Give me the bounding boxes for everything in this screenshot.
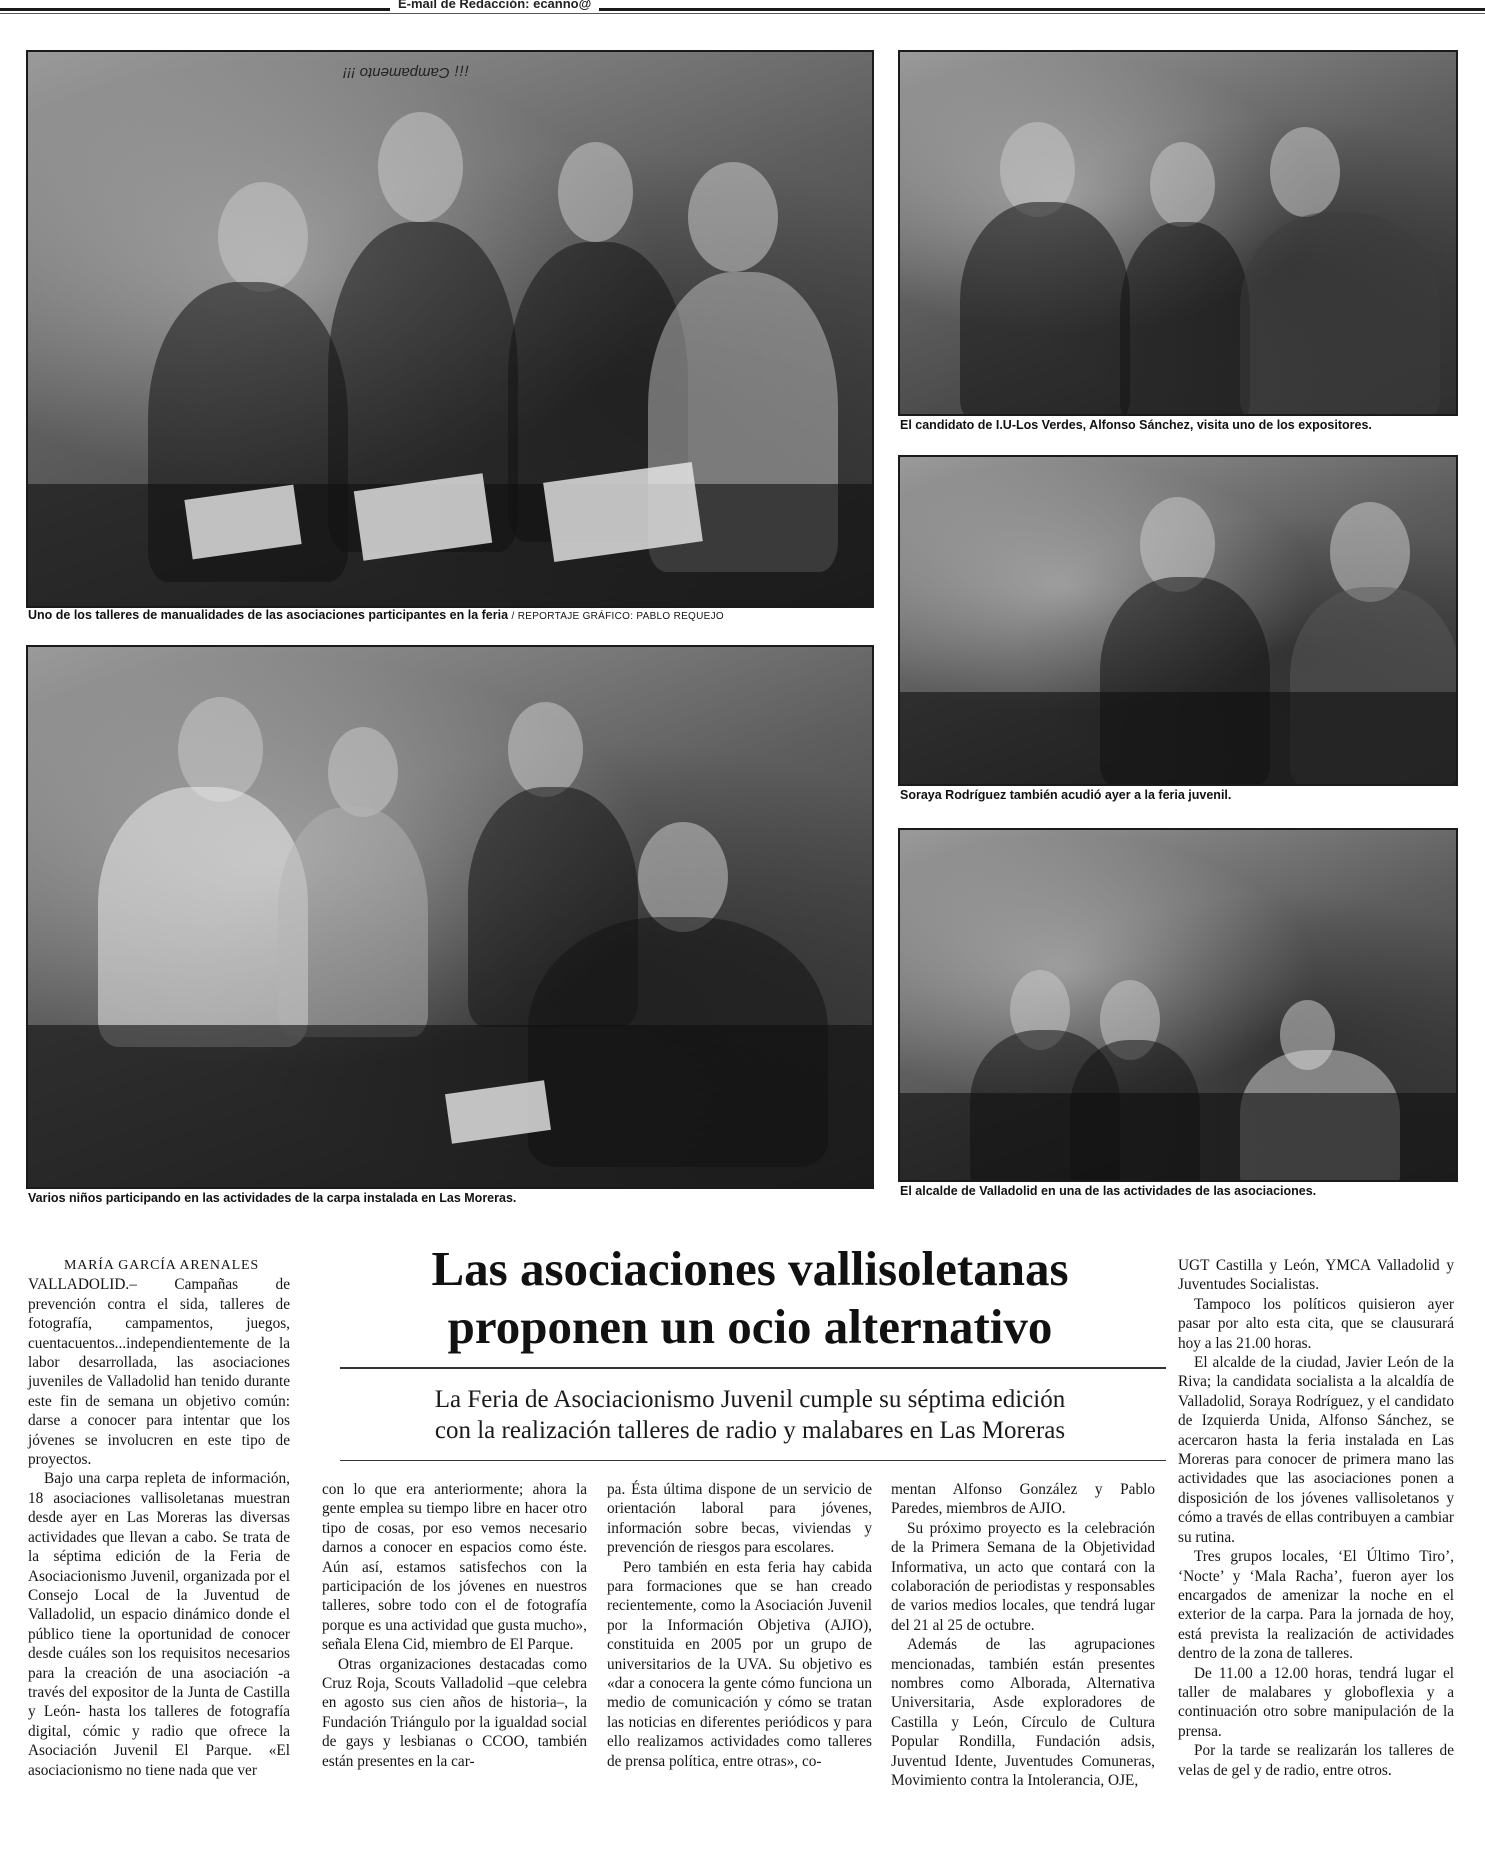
caption-text: Varios niños participando en las actividades de la carpa instalada en Las Moreras. [28,1191,517,1205]
article-paragraph: De 11.00 a 12.00 horas, tendrá lugar el taller de malabares y globoflexia y a continuación otro sobre manipulación de la prensa. [1178,1664,1454,1740]
photo-crafts-workshop [26,50,874,608]
photo-caption [28,608,724,622]
article-column-2 [322,1480,587,1771]
byline: MARÍA GARCÍA ARENALES [64,1258,259,1273]
article-column-4 [891,1480,1155,1791]
top-rule-thin [0,13,1485,14]
subheadline [345,1384,1155,1446]
article-column-5 [1178,1256,1454,1780]
photo-iu-candidate [898,50,1458,416]
headline-line: Las asociaciones vallisoletanas [431,1241,1069,1296]
article-column-1 [28,1256,290,1780]
photo-sign-text: ¡¡¡ Campamento !!! [343,64,469,81]
photo-caption [28,1191,516,1205]
photo-caption [900,1184,1316,1198]
article-paragraph: Por la tarde se realizarán los talleres de velas de gel y de radio, entre otros. [1178,1742,1454,1779]
article-paragraph: Tampoco los políticos quisieron ayer pasar por alto esta cita, que se clausurará hoy a las 21.00 horas. [1178,1295,1454,1352]
subheadline-rule [340,1460,1166,1461]
article-paragraph: VALLADOLID.– Campañas de prevención contra el sida, talleres de fotografía, campamentos, juegos, cuentacuentos...independientemente de la labor desarrollada, las asociaciones juveniles de Valladolid han tenido durante este fin de semana un objetivo común: darse a conocer para intentar que los jóvenes se involucren en este tipo de proyectos. [28,1276,290,1469]
headline-line: proponen un ocio alternativo [447,1299,1053,1354]
caption-text: El alcalde de Valladolid en una de las actividades de las asociaciones. [900,1184,1317,1198]
top-strip [0,0,1485,16]
photo-caption [900,418,1372,432]
article-column-3 [607,1480,872,1771]
caption-text: El candidato de I.U-Los Verdes, Alfonso Sánchez, visita uno de los expositores. [900,418,1372,432]
article-paragraph: Su próximo proyecto es la celebración de la Primera Semana de la Objetividad Informativa, un acto que contará con la colaboración de periodistas y responsables de varios medios locales, que tendrá lugar del 21 al 25 de octubre. [891,1519,1155,1634]
article-paragraph: UGT Castilla y León, YMCA Valladolid y Juventudes Socialistas. [1178,1257,1454,1294]
article-paragraph: mentan Alfonso González y Pablo Paredes, miembros de AJIO. [891,1481,1155,1518]
article-paragraph: Además de las agrupaciones mencionadas, también están presentes nombres como Alborada, Alternativa Universitaria, Asde exploradores de Castilla y León, Círculo de Cultura Popular Rondilla, Fundación adsis, Juventud Idente, Juventudes Comuneras, Movimiento contra la Intolerancia, OJE, [891,1636,1155,1790]
article-paragraph: El alcalde de la ciudad, Javier León de la Riva; la candidata socialista a la alcaldía de Valladolid, Soraya Rodríguez, y el candidato de Izquierda Unida, Alfonso Sánchez, se acercaron hasta la feria instalada en Las Moreras para conocer de primera mano las actividades que las asociaciones ponen a disposición de los jóvenes vallisoletanos y cómo a través de ellas contribuyen a cambiar su rutina. [1178,1354,1454,1546]
photo-credit: / REPORTAJE GRÁFICO: PABLO REQUEJO [511,611,725,622]
article-paragraph: con lo que era anteriormente; ahora la gente emplea su tiempo libre en hacer otro tipo de cosas, por eso vemos necesario darnos a conocer en espacios como éste. Aún así, estamos satisfechos con la participación de los jóvenes en nuestros talleres, sobre todo con el de fotografía porque es una actividad que gusta mucho», señala Elena Cid, miembro de El Parque. [322,1481,587,1654]
caption-text: Soraya Rodríguez también acudió ayer a la feria juvenil. [900,788,1232,802]
photo-mayor [898,828,1458,1182]
article-paragraph: Bajo una carpa repleta de información, 18 asociaciones vallisoletanas muestran desde ayer en Las Moreras las diversas actividades que llevan a cabo. Se trata de la séptima edición de la Feria de Asociacionismo Juvenil, organizada por el Consejo Local de la Juventud de Valladolid, un espacio dinámico donde el público tiene la oportunidad de conocer desde cuáles son los requisitos necesarios para la creación de una asociación -a través del expositor de la Junta de Castilla y León- hasta los talleres de fotografía digital, cómic y radio que ofrece la Asociación Juvenil El Parque. «El asociacionismo no tiene nada que ver [28,1470,290,1779]
article-paragraph: Pero también en esta feria hay cabida para formaciones que se han creado recientemente, como la Asociación Juvenil por la Información Objetiva (AJIO), constituida en 2005 por un grupo de universitarios de la UVA. Su objetivo es «dar a conocera la gente cómo funciona un medio de comunicación y cómo se tratan las noticias en diferentes periódicos y para ello realizamos actividades como talleres de prensa política, entre otras», co- [607,1558,872,1770]
caption-text: Uno de los talleres de manualidades de las asociaciones participantes en la feria [28,608,509,622]
headline [350,1240,1150,1356]
photo-children-activities [26,645,874,1189]
subheadline-line: La Feria de Asociacionismo Juvenil cumple su séptima edición [434,1386,1066,1413]
subheadline-line: con la realización talleres de radio y malabares en Las Moreras [434,1417,1066,1444]
headline-rule [340,1367,1166,1369]
top-rule [0,8,1485,11]
article-paragraph: pa. Ésta última dispone de un servicio de orientación laboral para jóvenes, información sobre becas, viviendas y prevención de riesgos para escolares. [607,1481,872,1557]
photo-caption [900,788,1231,802]
article-paragraph: Otras organizaciones destacadas como Cruz Roja, Scouts Valladolid –que celebra en agosto sus cien años de historia–, la Fundación Triángulo por la igualdad social de gays y lesbianas o CCOO, también están presentes en la car- [322,1655,587,1770]
top-strip-text: E-mail de Redacción: ecanno@ [390,0,599,11]
photo-soraya-rodriguez [898,455,1458,786]
article-paragraph: Tres grupos locales, ‘El Último Tiro’, ‘Nocte’ y ‘Mala Racha’, fueron ayer los encargados de amenizar la noche en el exterior de la carpa. Para la jornada de hoy, está prevista la realización de actividades dentro de la zona de talleres. [1178,1548,1454,1663]
